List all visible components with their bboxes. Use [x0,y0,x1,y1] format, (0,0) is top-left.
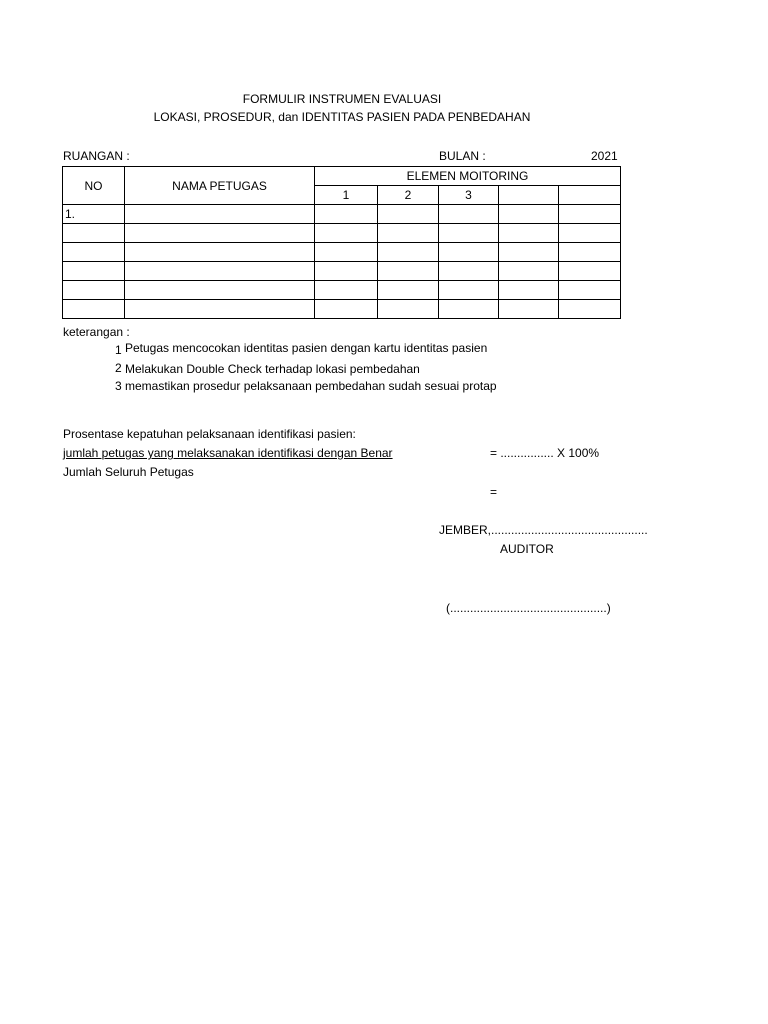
elemen-check-cell [559,300,621,319]
elemen-check-cell [439,243,499,262]
elemen-check-cell [378,281,439,300]
elemen-check-cell [439,281,499,300]
keterangan-num-2: 2 [115,361,122,375]
auditor-name-blank: (...............................................) [446,601,611,615]
keterangan-num-1: 1 [115,343,122,357]
formula-denominator: Jumlah Seluruh Petugas [63,465,194,479]
elemen-col-5 [559,186,621,205]
elemen-check-cell [499,262,559,281]
elemen-check-cell [559,262,621,281]
elemen-check-cell [559,243,621,262]
formula-numerator: jumlah petugas yang melaksanakan identifikasi dengan Benar [63,446,393,460]
form-subtitle: LOKASI, PROSEDUR, dan IDENTITAS PASIEN PADA PENBEDAHAN [153,110,531,124]
keterangan-text-3: memastikan prosedur pelaksanaan pembedahan sudah sesuai protap [125,379,497,393]
elemen-col-4 [499,186,559,205]
elemen-check-cell [499,281,559,300]
keterangan-text-2: Melakukan Double Check terhadap lokasi pembedahan [125,362,420,376]
row-number-cell [63,281,125,300]
table-row [63,205,621,224]
header-no: NO [63,167,125,205]
row-number-cell [63,300,125,319]
elemen-check-cell [378,262,439,281]
row-number-cell [63,224,125,243]
petugas-name-cell [125,205,315,224]
elemen-col-3: 3 [439,186,499,205]
keterangan-label: keterangan : [63,325,130,339]
year-value: 2021 [591,149,618,163]
table-row [63,281,621,300]
form-title: FORMULIR INSTRUMEN EVALUASI [242,92,442,106]
formula-heading: Prosentase kepatuhan pelaksanaan identifikasi pasien: [63,427,356,441]
elemen-check-cell [559,281,621,300]
petugas-name-cell [125,243,315,262]
place-date: JEMBER,............................................... [439,523,648,537]
petugas-name-cell [125,300,315,319]
elemen-check-cell [315,243,378,262]
table-row [63,243,621,262]
petugas-name-cell [125,281,315,300]
row-number-cell: 1. [63,205,125,224]
elemen-col-2: 2 [378,186,439,205]
header-nama-petugas: NAMA PETUGAS [125,167,315,205]
elemen-check-cell [439,262,499,281]
formula-equals-1: = ................ X 100% [490,446,600,460]
petugas-name-cell [125,262,315,281]
elemen-check-cell [499,300,559,319]
elemen-check-cell [439,205,499,224]
elemen-check-cell [378,300,439,319]
elemen-check-cell [559,224,621,243]
auditor-role: AUDITOR [500,542,554,556]
row-number-cell [63,243,125,262]
elemen-check-cell [499,205,559,224]
keterangan-num-3: 3 [115,379,122,393]
elemen-check-cell [315,262,378,281]
elemen-check-cell [439,224,499,243]
elemen-check-cell [439,300,499,319]
elemen-check-cell [315,205,378,224]
row-number-cell [63,262,125,281]
bulan-label: BULAN : [439,149,486,163]
elemen-check-cell [499,224,559,243]
elemen-check-cell [378,224,439,243]
ruangan-label: RUANGAN : [63,149,130,163]
table-row [63,262,621,281]
elemen-check-cell [559,205,621,224]
table-row [63,224,621,243]
elemen-check-cell [315,281,378,300]
monitoring-table [62,166,621,319]
keterangan-text-1: Petugas mencocokan identitas pasien dengan kartu identitas pasien [125,341,488,355]
elemen-check-cell [378,243,439,262]
table-row [63,300,621,319]
formula-equals-2: = [490,485,498,499]
petugas-name-cell [125,224,315,243]
elemen-check-cell [378,205,439,224]
elemen-check-cell [315,300,378,319]
elemen-check-cell [499,243,559,262]
elemen-col-1: 1 [315,186,378,205]
elemen-check-cell [315,224,378,243]
header-elemen: ELEMEN MOITORING [315,167,621,186]
